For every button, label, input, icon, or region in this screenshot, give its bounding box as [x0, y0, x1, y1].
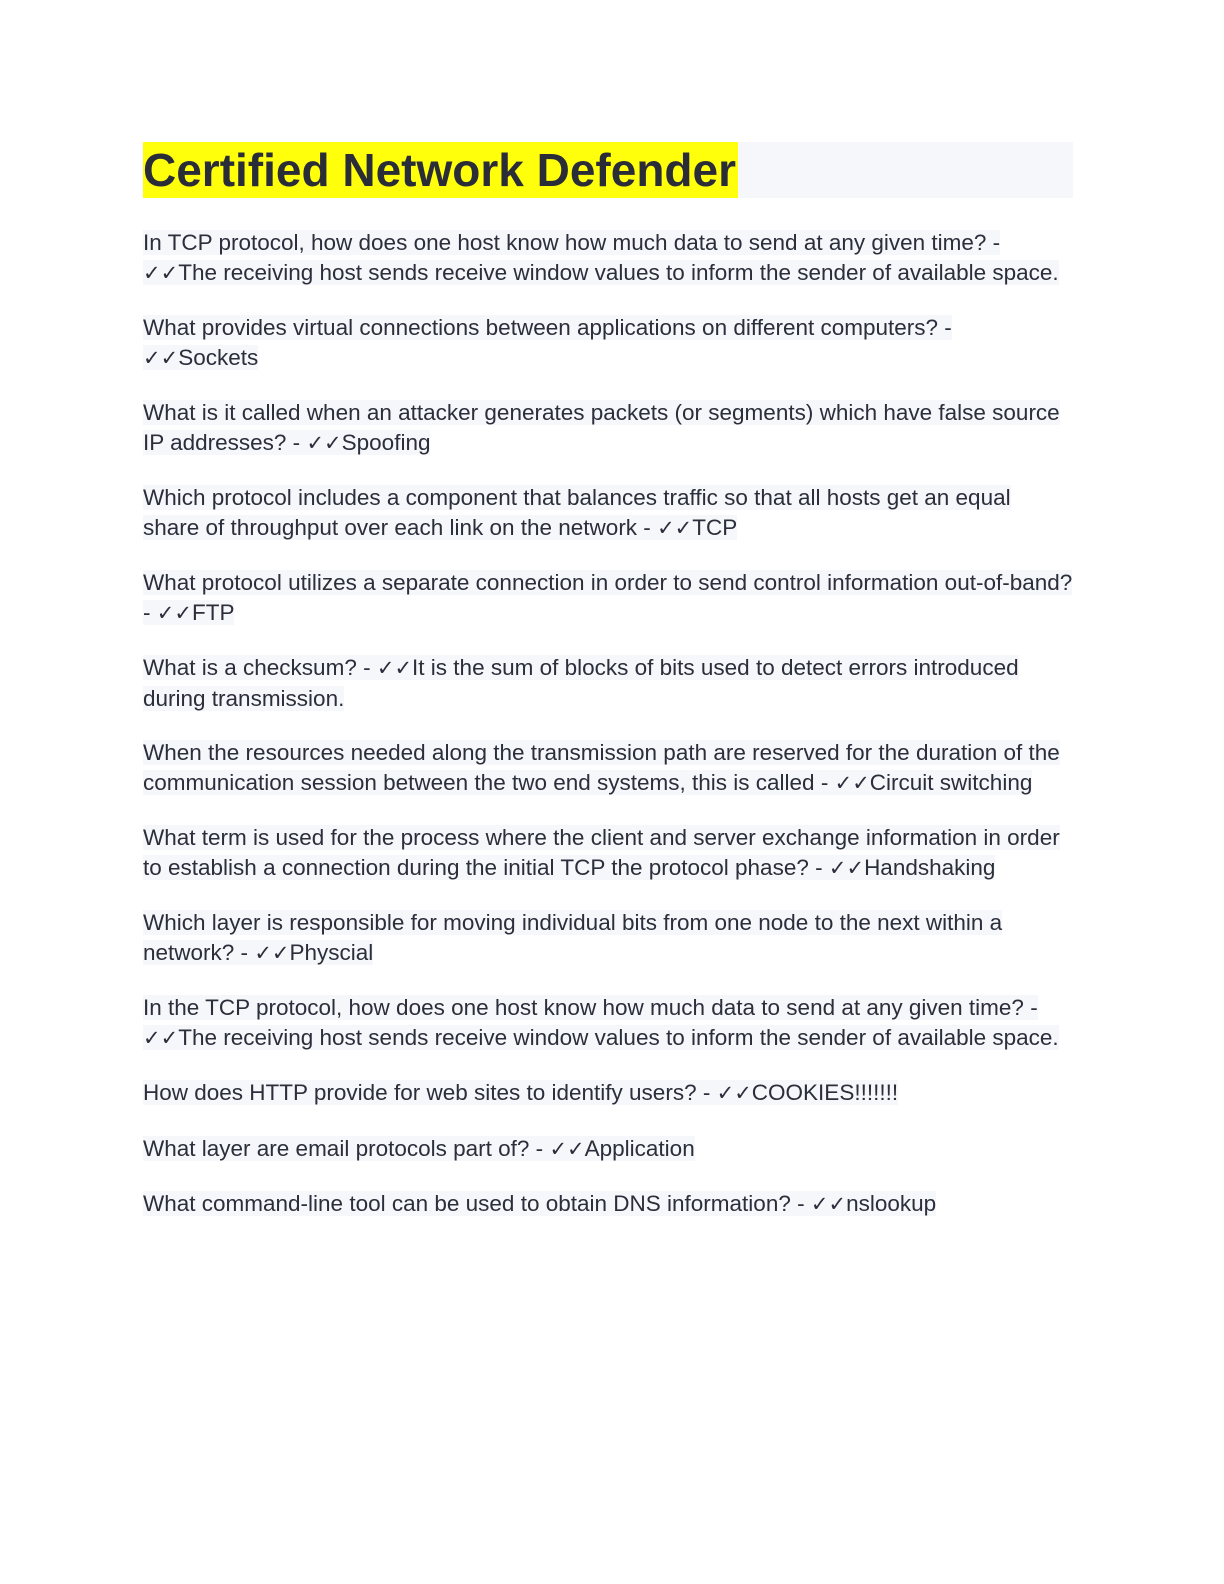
qa-text [143, 655, 1019, 711]
question-text: Which layer is responsible for moving individual bits from one node to the next within a network? - [143, 910, 1003, 965]
question-text: Which protocol includes a component that balances traffic so that all hosts get an equal share of throughput over each link on the network - [143, 485, 1011, 540]
double-check-icon: ✓✓ [143, 1025, 179, 1050]
double-check-icon: ✓✓ [156, 600, 192, 625]
document-page [143, 142, 1073, 1245]
qa-item [143, 738, 1073, 798]
qa-item [143, 1078, 1073, 1109]
question-text: What command-line tool can be used to obtain DNS information? - [143, 1191, 805, 1216]
qa-text [143, 995, 1059, 1050]
qa-text [143, 400, 1060, 455]
qa-text [143, 910, 1002, 965]
answer-text: FTP [191, 599, 235, 625]
answer-text: It is the sum of blocks of bits used to detect errors introduced during transmission. [143, 655, 1019, 711]
answer-text: Sockets [178, 344, 259, 370]
qa-item [143, 1189, 1073, 1220]
qa-text [143, 1136, 695, 1161]
double-check-icon: ✓✓ [549, 1136, 585, 1161]
double-check-icon: ✓✓ [834, 770, 870, 795]
answer-text: Application [584, 1135, 695, 1161]
answer-text: TCP [692, 514, 738, 540]
double-check-icon: ✓✓ [376, 656, 413, 680]
question-text: When the resources needed along the transmission path are reserved for the duration of the communication session between the two end systems, this is called - [143, 740, 1060, 795]
answer-text: nslookup [846, 1191, 937, 1216]
double-check-icon: ✓✓ [716, 1081, 752, 1105]
answer-text: The receiving host sends receive window values to inform the sender of available space. [178, 1024, 1059, 1050]
double-check-icon: ✓✓ [828, 855, 865, 880]
answer-text: Handshaking [864, 854, 996, 880]
question-text: What is it called when an attacker generates packets (or segments) which have false source IP addresses? - [143, 400, 1060, 455]
answer-text: Circuit switching [869, 769, 1033, 795]
title-bar [143, 142, 1073, 198]
qa-text [143, 570, 1072, 625]
qa-item [143, 568, 1073, 628]
question-text: What layer are email protocols part of? - [143, 1135, 544, 1161]
qa-item [143, 483, 1073, 543]
qa-text [143, 315, 952, 370]
double-check-icon: ✓✓ [306, 430, 342, 455]
question-text: What is a checksum? - [143, 655, 371, 680]
question-text: In TCP protocol, how does one host know how much data to send at any given time? - [143, 230, 1001, 255]
qa-text [143, 740, 1060, 795]
question-text: What term is used for the process where the client and server exchange information in order to establish a connection during the initial TCP the protocol phase? - [143, 825, 1060, 880]
qa-item [143, 1134, 1073, 1165]
qa-item [143, 993, 1073, 1053]
qa-item [143, 908, 1073, 968]
double-check-icon: ✓✓ [810, 1192, 847, 1216]
double-check-icon: ✓✓ [254, 940, 290, 965]
qa-item [143, 823, 1073, 883]
answer-text: Spoofing [341, 429, 431, 455]
qa-text [143, 1080, 898, 1105]
double-check-icon: ✓✓ [657, 515, 693, 540]
qa-text [143, 1191, 936, 1216]
qa-item [143, 228, 1073, 288]
question-text: In the TCP protocol, how does one host know how much data to send at any given time? - [143, 995, 1038, 1020]
answer-text: COOKIES!!!!!!! [751, 1080, 899, 1105]
question-text: How does HTTP provide for web sites to identify users? - [143, 1080, 711, 1105]
qa-text [143, 825, 1060, 880]
qa-text [143, 230, 1059, 285]
answer-text: Physcial [289, 939, 374, 965]
qa-text [143, 485, 1011, 540]
double-check-icon: ✓✓ [143, 260, 179, 285]
qa-item [143, 313, 1073, 373]
question-text: What provides virtual connections between applications on different computers? - [143, 315, 952, 340]
answer-text: The receiving host sends receive window values to inform the sender of available space. [178, 259, 1059, 285]
page-title: Certified Network Defender [143, 144, 737, 196]
qa-item [143, 653, 1073, 713]
qa-list [143, 228, 1073, 1220]
qa-item [143, 398, 1073, 458]
question-text: What protocol utilizes a separate connection in order to send control information out-of-band? - [143, 570, 1073, 625]
double-check-icon: ✓✓ [143, 345, 179, 370]
